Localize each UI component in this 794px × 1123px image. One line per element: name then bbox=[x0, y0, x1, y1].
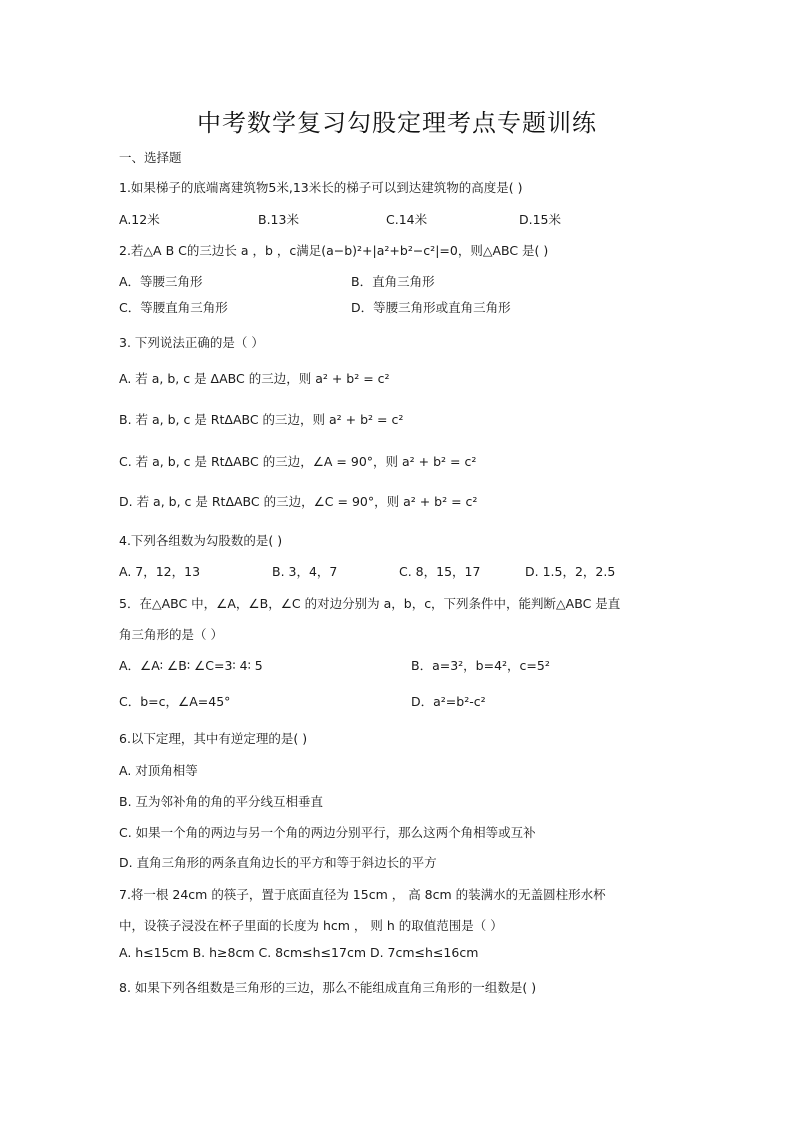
question-1-option-b: B.13米 bbox=[258, 212, 299, 227]
question-1-option-a: A.12米 bbox=[119, 212, 160, 227]
question-6-option-b: B. 互为邻补角的角的平分线互相垂直 bbox=[119, 794, 324, 809]
question-5-stem-line-1: 5．在△ABC 中，∠A，∠B，∠C 的对边分别为 a，b，c，下列条件中，能判断△ABC 是直 bbox=[119, 596, 621, 611]
question-5-stem-line-2: 角三角形的是（ ） bbox=[119, 627, 223, 642]
question-5-option-a: A．∠A∶ ∠B∶ ∠C=3∶ 4∶ 5 bbox=[119, 658, 263, 673]
question-4-option-d: D. 1.5，2，2.5 bbox=[525, 564, 616, 579]
page-title: 中考数学复习勾股定理考点专题训练 bbox=[197, 109, 597, 137]
question-2-option-a: A．等腰三角形 bbox=[119, 274, 203, 289]
question-7-stem-line-2: 中，设筷子浸没在杯子里面的长度为 hcm ， 则 h 的取值范围是（ ） bbox=[119, 918, 503, 933]
question-2-option-c: C．等腰直角三角形 bbox=[119, 300, 228, 315]
question-3-option-a: A. 若 a, b, c 是 ΔABC 的三边，则 a² + b² = c² bbox=[119, 371, 390, 386]
question-1-option-c: C.14米 bbox=[386, 212, 428, 227]
question-5-option-c: C．b=c，∠A=45° bbox=[119, 694, 231, 709]
question-3-option-b: B. 若 a, b, c 是 RtΔABC 的三边，则 a² + b² = c² bbox=[119, 412, 404, 427]
question-2-stem: 2.若△A B C的三边长 a ，b ，c满足(a−b)²+|a²+b²−c²|=0，则△ABC 是( ) bbox=[119, 243, 549, 258]
section-heading: 一、选择题 bbox=[119, 150, 182, 165]
question-4-option-a: A. 7，12，13 bbox=[119, 564, 201, 579]
question-2-option-d: D．等腰三角形或直角三角形 bbox=[351, 300, 511, 315]
question-7-options: A. h≤15cm B. h≥8cm C. 8cm≤h≤17cm D. 7cm≤h≤16cm bbox=[119, 945, 479, 960]
question-4-option-b: B. 3，4，7 bbox=[272, 564, 338, 579]
question-3-option-d: D. 若 a, b, c 是 RtΔABC 的三边，∠C = 90°，则 a² + b² = c² bbox=[119, 494, 478, 509]
question-1-stem: 1.如果梯子的底端离建筑物5米,13米长的梯子可以到达建筑物的高度是( ) bbox=[119, 180, 523, 195]
question-5-option-b: B．a=3²，b=4²，c=5² bbox=[411, 658, 550, 673]
question-4-option-c: C. 8，15，17 bbox=[399, 564, 481, 579]
question-6-option-d: D. 直角三角形的两条直角边长的平方和等于斜边长的平方 bbox=[119, 855, 437, 870]
question-6-option-a: A. 对顶角相等 bbox=[119, 763, 198, 778]
question-6-option-c: C. 如果一个角的两边与另一个角的两边分别平行，那么这两个角相等或互补 bbox=[119, 825, 536, 840]
question-4-stem: 4.下列各组数为勾股数的是( ) bbox=[119, 533, 283, 548]
question-6-stem: 6.以下定理，其中有逆定理的是( ) bbox=[119, 731, 308, 746]
question-7-stem-line-1: 7.将一根 24cm 的筷子，置于底面直径为 15cm ， 高 8cm 的装满水的无盖圆柱形水杯 bbox=[119, 887, 606, 902]
question-2-option-b: B．直角三角形 bbox=[351, 274, 435, 289]
question-3-option-c: C. 若 a, b, c 是 RtΔABC 的三边，∠A = 90°，则 a² + b² = c² bbox=[119, 454, 477, 469]
question-3-stem: 3. 下列说法正确的是（ ） bbox=[119, 335, 264, 350]
question-8-stem: 8. 如果下列各组数是三角形的三边，那么不能组成直角三角形的一组数是( ) bbox=[119, 980, 537, 995]
question-5-option-d: D．a²=b²-c² bbox=[411, 694, 486, 709]
question-1-option-d: D.15米 bbox=[519, 212, 562, 227]
